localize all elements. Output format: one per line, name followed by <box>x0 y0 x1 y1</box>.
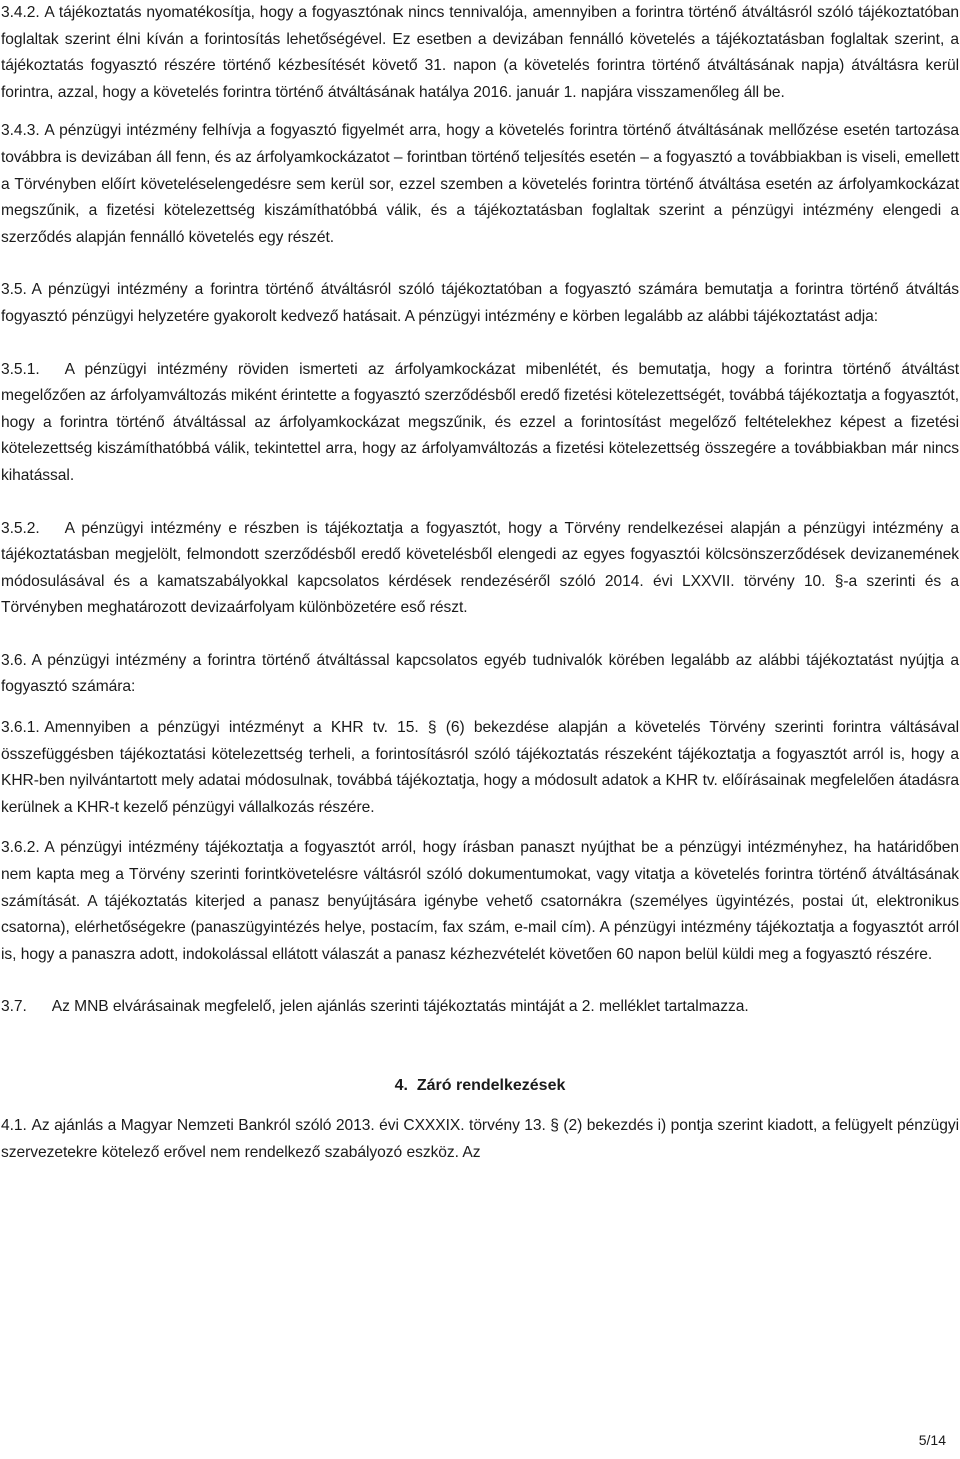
section-number: 4. <box>394 1077 408 1094</box>
paragraph-3-6-1 <box>1 715 959 821</box>
paragraph-number: 3.4.2. <box>1 4 40 21</box>
paragraph-3-6-2 <box>1 835 959 968</box>
paragraph-text: A pénzügyi intézmény a forintra történő átváltással kapcsolatos egyéb tudnivalók körében legalább az alábbi tájékoztatást nyújtja a fogyasztó számára: <box>1 651 959 696</box>
paragraph-3-4-3 <box>1 118 959 251</box>
paragraph-text: Az MNB elvárásainak megfelelő, jelen ajánlás szerinti tájékoztatás mintáját a 2. melléklet tartalmazza. <box>51 998 749 1016</box>
page-number: 5/14 <box>918 1432 946 1448</box>
paragraph-number: 3.5.1. <box>1 360 40 378</box>
paragraph-3-5-1 <box>1 357 959 490</box>
paragraph-3-5 <box>1 277 959 330</box>
section-heading <box>1 1073 959 1099</box>
paragraph-number: 3.7. <box>1 998 27 1016</box>
paragraph-3-5-2 <box>1 516 959 622</box>
document-body <box>1 0 959 1166</box>
section-title: Záró rendelkezések <box>416 1077 566 1094</box>
paragraph-text: A pénzügyi intézmény röviden ismerteti az árfolyamkockázat mibenlétét, és bemutatja, hogy a forintra történő átváltást megelőzően az árfolyamváltozás miként érintette a fogyasztó szerződésből eredő fizetési kötelezettségét, továbbá tájékoztatja a fogyasztót, hogy a forintra történő átváltással az árfolyamkockázat megszűnik, és ezzel a forintosítást megelőző feltételekhez képest a fizetési kötelezettség kiszámíthatóbbá válik, tekintettel arra, hogy az árfolyamváltozás a fizetési kötelezettség összegére a továbbiakban már nincs kihatással. <box>1 360 959 484</box>
paragraph-number: 3.6. <box>1 651 27 669</box>
paragraph-text: Az ajánlás a Magyar Nemzeti Bankról szóló 2013. évi CXXXIX. törvény 13. § (2) bekezdés i) pontja szerint kiadott, a felügyelt pénzügyi szervezetekre kötelező erővel nem rendelkező szabályozó eszköz. Az <box>1 1117 959 1161</box>
paragraph-number: 3.5. <box>1 281 27 299</box>
paragraph-text: A tájékoztatás nyomatékosítja, hogy a fogyasztónak nincs tennivalója, amennyiben a forintra történő átváltásról szóló tájékoztatóban foglaltak szerint élni kíván a forintosítás lehetőségével. Ez esetben a devizában fennálló követelés a tájékoztatásban foglaltak szerint, a tájékoztatás fogyasztó részére történő kézbesítését követő 31. napon (a követelés forintra történő átváltásának napja) átváltásra kerül forintra, azzal, hogy a követelés forintra történő átváltásának hatálya 2016. január 1. napjára visszamenőleg áll be. <box>1 4 959 101</box>
paragraph-text: A pénzügyi intézmény felhívja a fogyasztó figyelmét arra, hogy a követelés forintra történő átváltásának mellőzése esetén tartozása továbbra is devizában áll fenn, és az árfolyamkockázatot – forintban történő teljesítés esetén – a fogyasztó a továbbiakban is viseli, emellett a Törvényben előírt követeléselengedésre sem kerül sor, ezzel szemben a követelés forintra történő átváltása esetén az árfolyamkockázat megszűnik, a fizetési kötelezettség kiszámíthatóbbá válik, és a tájékoztatásban foglaltak szerint a pénzügyi intézmény elengedi a szerződés alapján fennálló követelés egy részét. <box>1 122 959 246</box>
paragraph-number: 4.1. <box>1 1117 27 1134</box>
paragraph-3-7 <box>1 994 959 1021</box>
paragraph-number: 3.4.3. <box>1 122 40 140</box>
paragraph-text: A pénzügyi intézmény a forintra történő átváltásról szóló tájékoztatóban a fogyasztó számára bemutatja a forintra történő átváltás fogyasztó pénzügyi helyzetére gyakorolt kedvező hatásait. A pénzügyi intézmény e körben legalább az alábbi tájékoztatást adja: <box>1 281 959 325</box>
paragraph-text: Amennyiben a pénzügyi intézményt a KHR tv. 15. § (6) bekezdése alapján a követelés Törvény szerinti forintra váltásával összefüggésben tájékoztatási kötelezettség terheli, a forintosításról szóló tájékoztatás részeként tájékoztatja a fogyasztót arról is, hogy a KHR-ben nyilvántartott mely adatai módosulnak, továbbá tájékoztatja, hogy a módosult adatok a KHR tv. előírásainak megfelelően átadásra kerülnek a KHR-t kezelő pénzügyi vállalkozás részére. <box>1 719 959 816</box>
paragraph-4-1 <box>1 1113 959 1166</box>
paragraph-3-6 <box>1 648 959 701</box>
paragraph-number: 3.5.2. <box>1 519 40 537</box>
paragraph-number: 3.6.1. <box>1 719 40 737</box>
paragraph-text: A pénzügyi intézmény e részben is tájékoztatja a fogyasztót, hogy a Törvény rendelkezései alapján a pénzügyi intézmény a tájékoztatásban megjelölt, felmondott szerződésből eredő követelésből elengedi az egyes fogyasztói kölcsönszerződések devizanemének módosulásával és a kamatszabályokkal kapcsolatos kérdések rendezéséről szóló 2014. évi LXXVII. törvény 10. §-a szerinti és a Törvényben meghatározott devizaárfolyam különbözetére eső részt. <box>1 519 959 617</box>
paragraph-number: 3.6.2. <box>1 839 40 857</box>
paragraph-3-4-2 <box>1 0 959 106</box>
paragraph-text: A pénzügyi intézmény tájékoztatja a fogyasztót arról, hogy írásban panaszt nyújthat be a pénzügyi intézményhez, ha határidőben nem kapta meg a Törvény szerinti forintkövetelésre váltásról szóló dokumentumokat, vagy vitatja a követelés forintra történő átváltásának számítását. A tájékoztatás kiterjed a panasz benyújtására igénybe vehető csatornákra (személyes ügyintézés, postai út, elektronikus csatorna), elérhetőségekre (panaszügyintézés helye, postacím, fax szám, e-mail cím). A pénzügyi intézmény tájékoztatja a fogyasztót arról is, hogy a panaszra adott, indokolással ellátott válaszát a panasz kézhezvételét követően 60 napon belül küldi meg a fogyasztó részére. <box>1 839 959 963</box>
